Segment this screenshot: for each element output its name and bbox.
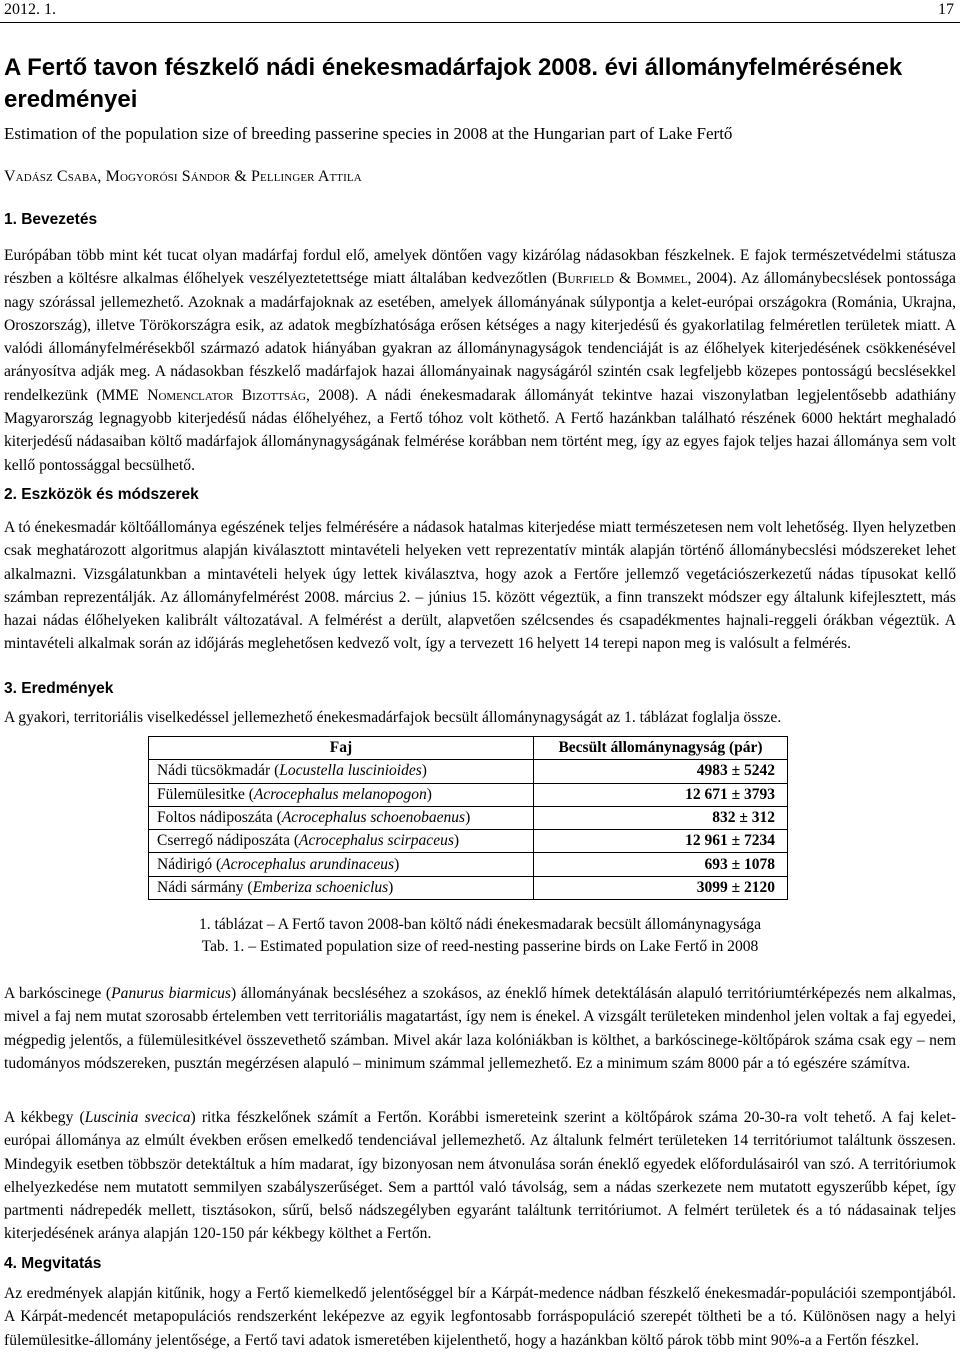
population-estimate: 4983 ± 5242 [534, 760, 788, 783]
article-title: A Fertő tavon fészkelő nádi énekesmadárfajok 2008. évi állományfelmérésének eredményei [4, 54, 903, 113]
table-row [149, 783, 788, 806]
population-estimate: 832 ± 312 [534, 806, 788, 829]
paragraph-results-intro: A gyakori, territoriális viselkedéssel jellemezhető énekesmadárfajok becsült állománynagyságát az 1. táblázat foglalja össze. [4, 709, 782, 726]
heading-conclusion: 4. Megvitatás [4, 1255, 102, 1272]
species-name: Fülemülesitke (Acrocephalus melanopogon) [149, 783, 534, 806]
table-row [149, 876, 788, 899]
table-header-row [149, 737, 788, 760]
table-caption-hungarian: 1. táblázat – A Fertő tavon 2008-ban költő nádi énekesmadarak becsült állománynagysága [198, 916, 762, 933]
paragraph-methods: A tó énekesmadár költőállománya egészének teljes felmérésére a nádasok hatalmas kiterjedése miatt természetesen nem volt lehetőség. Ilyen helyzetben csak meghatározott algoritmus alapján kiválasztott mintavételi helyeken vett reprezentatív minták alapján történő állománybecslési módszereket lehet alkalmazni. Vizsgálatunkban a mintavételi helyek úgy lettek kiválasztva, hogy azok a Fertőre jellemző vegetációszerkezetű nádas típusokat kellő számban reprezentálják. Az állományfelmérést 2008. március 2. – június 15. között végeztük, a finn transzekt módszer egy általunk kifejlesztett, más hazai nádas élőhelyeken kalibrált változatával. A felmérést a derült, alapvetően szélcsendes és csapadékmentes hajnali-reggeli órákban végeztük. A mintavételi alkalmak során az időjárás meglehetősen kedvező volt, így a tervezett 16 helyett 14 terepi napon meg is valósult a felmérés. [4, 519, 956, 653]
page-number: 17 [938, 1, 954, 18]
table-row [149, 760, 788, 783]
running-header [0, 0, 960, 23]
population-estimate: 3099 ± 2120 [534, 876, 788, 899]
population-estimate: 12 671 ± 3793 [534, 783, 788, 806]
heading-introduction: 1. Bevezetés [4, 211, 98, 228]
authors: Vadász Csaba, Mogyorósi Sándor & Pellinger Attila [4, 168, 362, 185]
paragraph-introduction: Európában több mint két tucat olyan madárfaj fordul elő, amelyek döntően vagy kizárólag nádasokban fészkelnek. E fajok természetvédelmi státusza részben a költésre alkalmas élőhelyek veszélyeztetettsége miatt általában kedvezőtlen (Burfield & Bommel, 2004). Az állománybecslések pontossága nagy szórással jellemezhető. Azoknak a madárfajoknak az esetében, amelyek állományának súlypontja a kelet-európai országokra (Románia, Ukrajna, Oroszország), illetve Törökországra esik, az adatok megbízhatósága erősen kétséges a nagy kiterjedésű és gyakorlatilag felméretlen területek miatt. A valódi állományfelmérésekből származó adatok hiányában gyakran az állománynagyságok tendenciáját is az élőhelyek kiterjedésének csökkenésével arányosítva adják meg. A nádasokban fészkelő madárfajok hazai állományainak nagyságáról szintén csak legfeljebb közepes pontosságú becslésekkel rendelkezünk (MME Nomenclator Bizottság, 2008). A nádi énekesmadarak állományát tekintve hazai viszonylatban legjelentősebb adathiány Magyarország legnagyobb kiterjedésű nádas élőhelyéhez, a Fertő tóhoz volt köthető. A Fertő hazánkban található részének 6000 hektárt meghaladó kiterjedésű nádasaiban költő madárfajok állománynagyságának felmérése korábban nem történt meg, így az egyes fajok teljes hazai állománya sem volt kellő pontossággal becsülhető. [4, 247, 956, 474]
issue-date: 2012. 1. [4, 1, 56, 18]
heading-methods: 2. Eszközök és módszerek [4, 486, 199, 503]
table-row [149, 853, 788, 876]
species-name: Nádi sármány (Emberiza schoeniclus) [149, 876, 534, 899]
column-header-species: Faj [149, 737, 534, 760]
column-header-estimate: Becsült állománynagyság (pár) [534, 737, 788, 760]
species-table [148, 736, 788, 900]
heading-results: 3. Eredmények [4, 680, 114, 697]
population-estimate: 12 961 ± 7234 [534, 830, 788, 853]
species-name: Nádirigó (Acrocephalus arundinaceus) [149, 853, 534, 876]
article-subtitle: Estimation of the population size of breeding passerine species in 2008 at the Hungarian part of Lake Fertő [4, 124, 733, 143]
paragraph-bluethroat: A kékbegy (Luscinia svecica) ritka fészkelőnek számít a Fertőn. Korábbi ismereteink szerint a költőpárok száma 20-30-ra volt tehető. A faj kelet-európai állománya az elmúlt években erősen emelkedő tendenciával jellemezhető. Az általunk felmért területeken 14 territóriumot találtunk összesen. Mindegyik esetben többször detektáltuk a hím madarat, így bizonyosan nem átvonulása során éneklő egyedek előfordulásairól van szó. A territóriumok elhelyezkedése nem mutatott semmilyen szabályszerűséget. Sem a parttól való távolság, sem a nádas szerkezete nem mutatott egyszerűbb képet, így partmenti nádrepedék mellett, tisztásokon, sűrű, belső nádszegélyben egyaránt találtunk territóriumot. A felmért területek és a tó nádasainak teljes kiterjedésének aránya alapján 120-150 pár kékbegy költhet a Fertőn. [4, 1109, 957, 1243]
paragraph-bearded-tit: A barkóscinege (Panurus biarmicus) állományának becsléséhez a szokásos, az éneklő hímek detektálásán alapuló territóriumtérképezés nem alkalmas, mivel a faj nem mutat szorosabb értelemben vett territoriális magatartást, így nem is énekel. A vizsgált területeken mindenhol jelen voltak a faj egyedei, mégpedig jelentős, a fülemülesitkével összevethető számban. Mivel akár laza kolóniákban is költhet, a barkóscinege-költőpárok száma csak egy – nem tudományos módszereken, pusztán megérzésen alapuló – minimum számmal jellemezhető. Ez a minimum szám 8000 pár a tó egészére számítva. [4, 985, 957, 1072]
paragraph-conclusion: Az eredmények alapján kitűnik, hogy a Fertő kiemelkedő jelentőséggel bír a Kárpát-medence nádban fészkelő énekesmadár-populációi szempontjából. A Kárpát-medencét metapopulációs rendszerként leképezve az egyik legfontosabb forráspopuláció szerepét töltheti be a tó. Különösen nagy a helyi fülemülesitke-állomány jelentősége, a Fertő tavi adatok ismeretében kijelenthető, hogy a hazánkban költő párok több mint 90%-a a Fertőn fészkel. [4, 1285, 956, 1349]
table-row [149, 830, 788, 853]
table-caption-english: Tab. 1. – Estimated population size of reed-nesting passerine birds on Lake Fertő in 2008 [201, 938, 759, 955]
table-row [149, 806, 788, 829]
population-estimate: 693 ± 1078 [534, 853, 788, 876]
species-name: Cserregő nádiposzáta (Acrocephalus scirpaceus) [149, 830, 534, 853]
species-name: Foltos nádiposzáta (Acrocephalus schoenobaenus) [149, 806, 534, 829]
species-name: Nádi tücsökmadár (Locustella luscinioides) [149, 760, 534, 783]
